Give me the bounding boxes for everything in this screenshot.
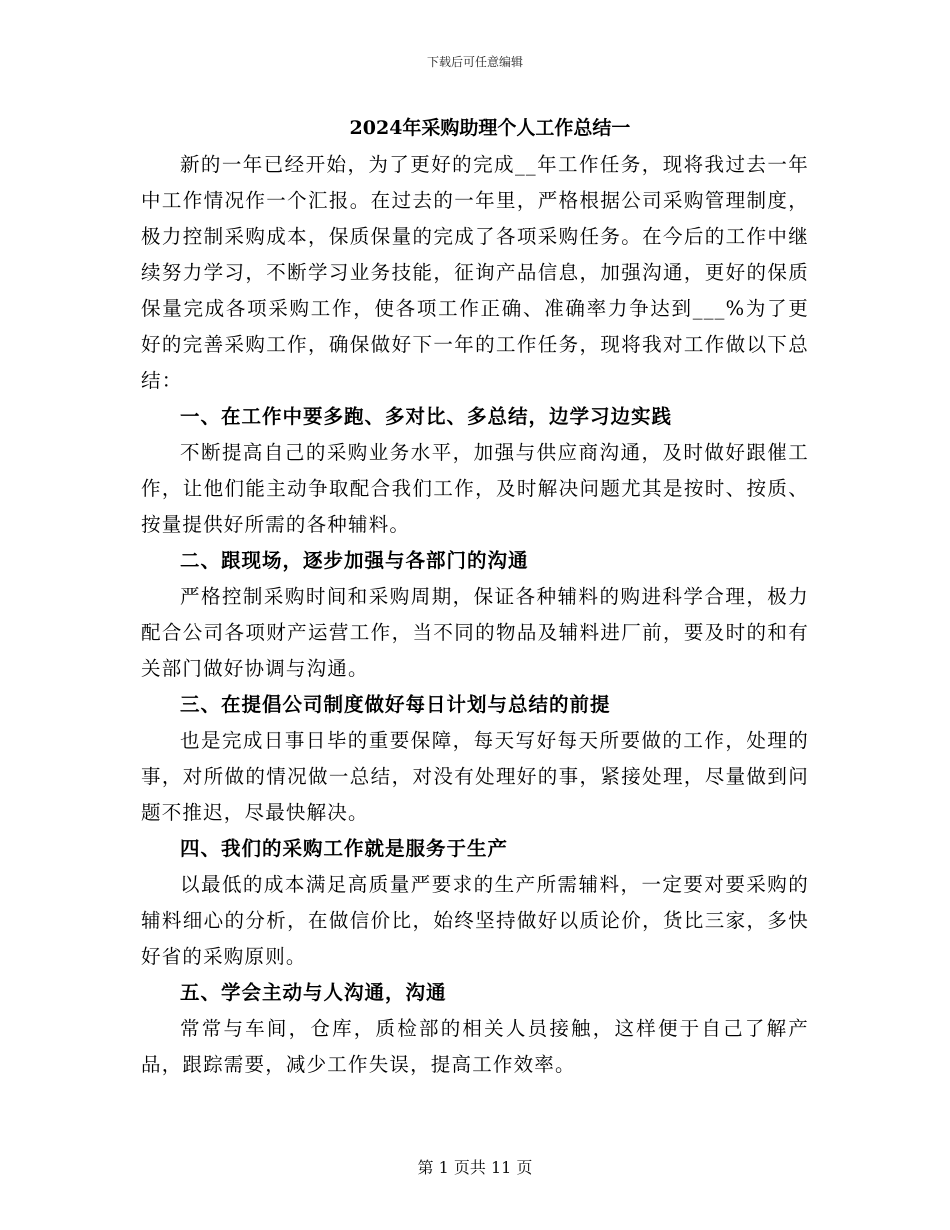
section-2-heading: 二、跟现场，逐步加强与各部门的沟通: [180, 549, 529, 572]
section-4-body: 以最低的成本满足高质量严要求的生产所需辅料，一定要对要采购的辅料细心的分析，在做信价比，始终坚持做好以质论价，货比三家，多快好省的采购原则。: [141, 873, 809, 968]
section-3-body: 也是完成日事日毕的重要保障，每天写好每天所要做的工作，处理的事，对所做的情况做一总结，对没有处理好的事，紧接处理，尽量做到问题不推迟，尽最快解决。: [141, 729, 809, 824]
section-3-heading: 三、在提倡公司制度做好每日计划与总结的前提: [180, 693, 611, 716]
section-4-heading: 四、我们的采购工作就是服务于生产: [180, 837, 509, 860]
header-note: 下载后可任意编辑: [426, 55, 523, 69]
section-1-heading: 一、在工作中要多跑、多对比、多总结，边学习边实践: [180, 405, 673, 428]
section-1-body: 不断提高自己的采购业务水平，加强与供应商沟通，及时做好跟催工作，让他们能主动争取配合我们工作，及时解决问题尤其是按时、按质、按量提供好所需的各种辅料。: [141, 441, 809, 536]
intro-paragraph: 新的一年已经开始，为了更好的完成__年工作任务，现将我过去一年中工作情况作一个汇报。在过去的一年里，严格根据公司采购管理制度，极力控制采购成本，保质保量的完成了各项采购任务。在今后的工作中继续努力学习，不断学习业务技能，征询产品信息，加强沟通，更好的保质保量完成各项采购工作，使各项工作正确、准确率力争达到___%为了更好的完善采购工作，确保做好下一年的工作任务，现将我对工作做以下总结：: [141, 153, 809, 392]
section-5-heading: 五、学会主动与人沟通，沟通: [180, 981, 447, 1004]
section-5-body: 常常与车间，仓库，质检部的相关人员接触，这样便于自己了解产品，跟踪需要，减少工作失误，提高工作效率。: [141, 1017, 809, 1076]
section-2-body: 严格控制采购时间和采购周期，保证各种辅料的购进科学合理，极力配合公司各项财产运营工作，当不同的物品及辅料进厂前，要及时的和有关部门做好协调与沟通。: [141, 585, 809, 680]
document-body: [141, 113, 809, 1083]
document-title: 2024年采购助理个人工作总结一: [349, 117, 631, 139]
page-number-footer: 第 1 页共 11 页: [417, 1158, 533, 1177]
